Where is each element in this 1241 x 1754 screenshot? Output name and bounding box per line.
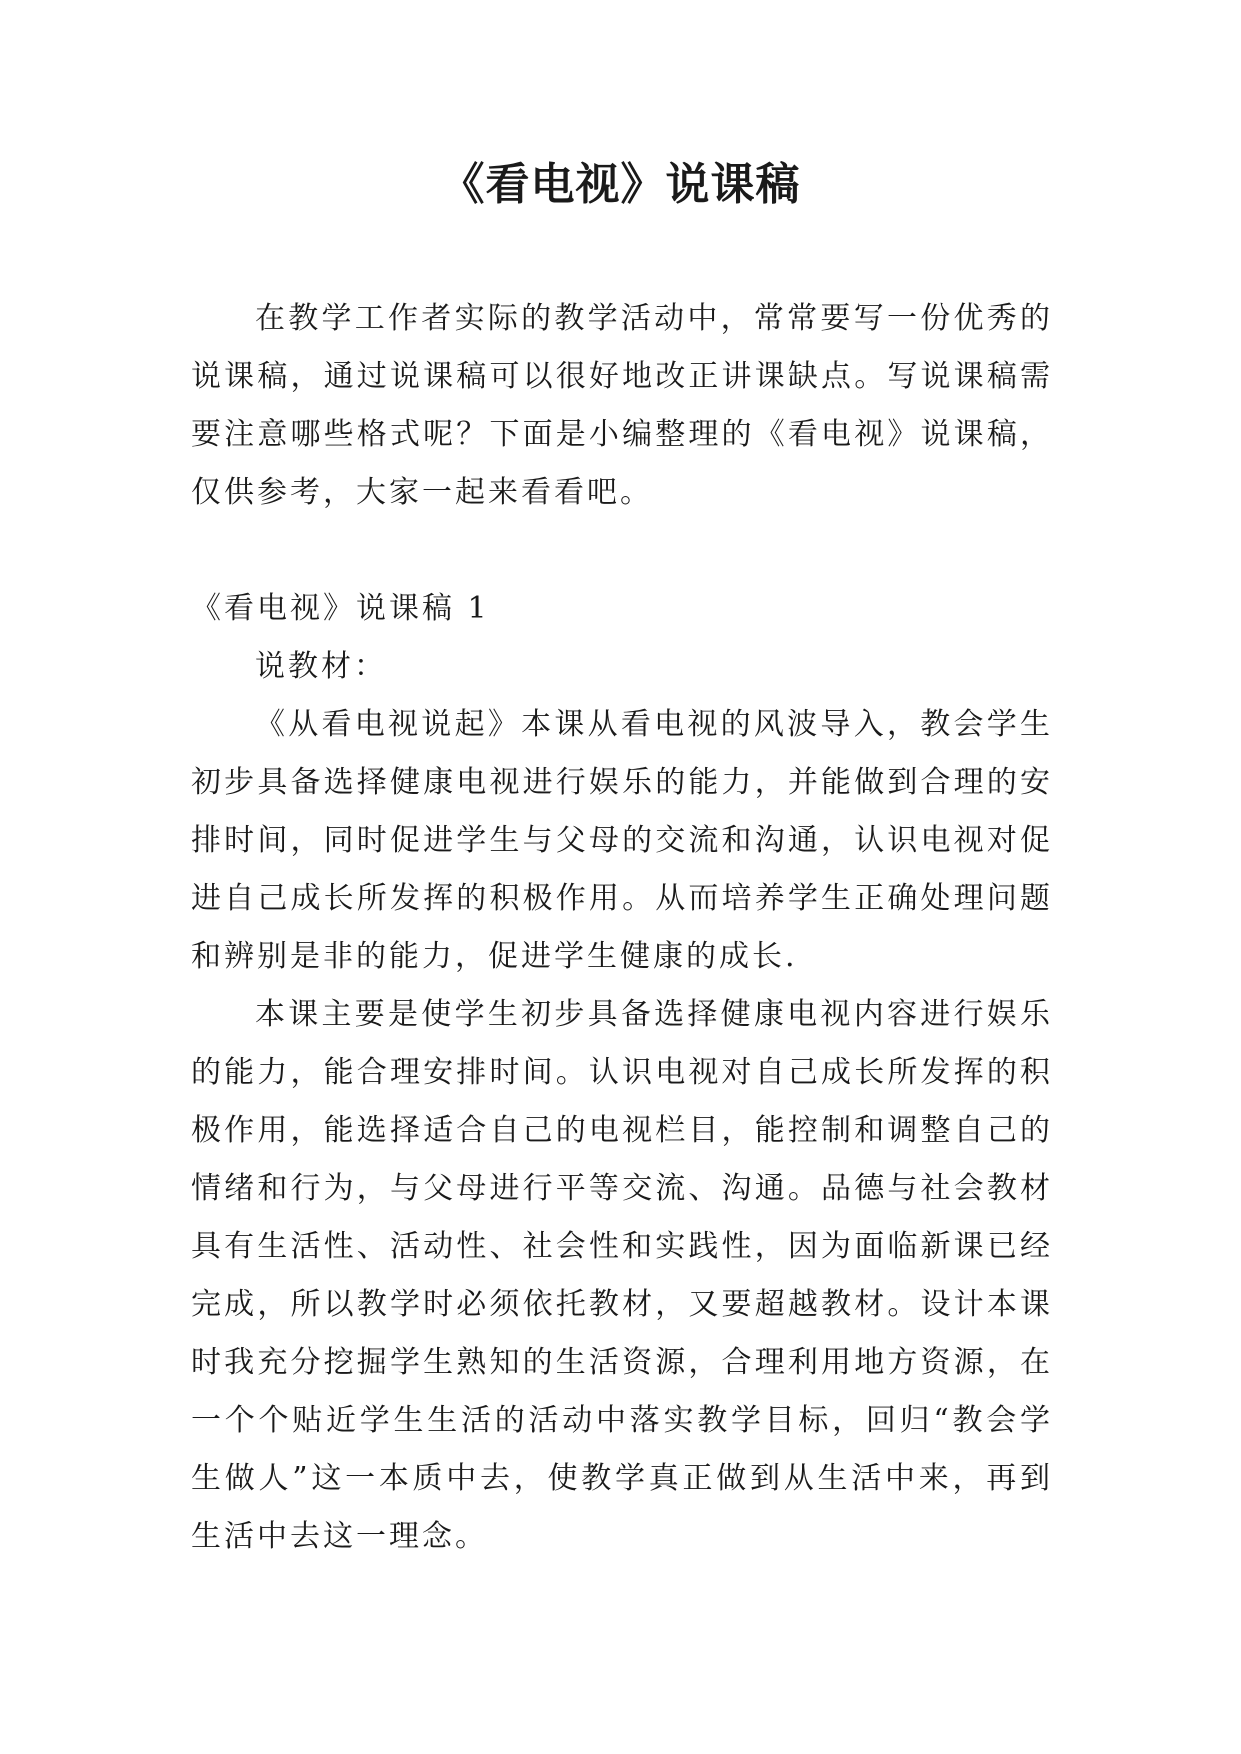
document-title: 《看电视》说课稿 bbox=[440, 159, 801, 210]
body-paragraph-1: 《从看电视说起》本课从看电视的风波导入，教会学生初步具备选择健康电视进行娱乐的能力，并能做到合理的安排时间，同时促进学生与父母的交流和沟通，认识电视对促进自己成长所发挥的积极作用。从而培养学生正确处理问题和辨别是非的能力，促进学生健康的成长. bbox=[191, 707, 1053, 974]
intro-paragraph: 在教学工作者实际的教学活动中，常常要写一份优秀的说课稿，通过说课稿可以很好地改正讲课缺点。写说课稿需要注意哪些格式呢？下面是小编整理的《看电视》说课稿，仅供参考，大家一起来看看吧。 bbox=[191, 301, 1053, 510]
section-heading: 《看电视》说课稿 1 bbox=[191, 591, 490, 626]
body-paragraph-2: 本课主要是使学生初步具备选择健康电视内容进行娱乐的能力，能合理安排时间。认识电视对自己成长所发挥的积极作用，能选择适合自己的电视栏目，能控制和调整自己的情绪和行为，与父母进行平等交流、沟通。品德与社会教材具有生活性、活动性、社会性和实践性，因为面临新课已经完成，所以教学时必须依托教材，又要超越教材。设计本课时我充分挖掘学生熟知的生活资源，合理利用地方资源，在一个个贴近学生生活的活动中落实教学目标，回归“教会学生做人”这一本质中去，使教学真正做到从生活中来，再到生活中去这一理念。 bbox=[191, 997, 1053, 1554]
teaching-material-label: 说教材： bbox=[255, 649, 387, 684]
